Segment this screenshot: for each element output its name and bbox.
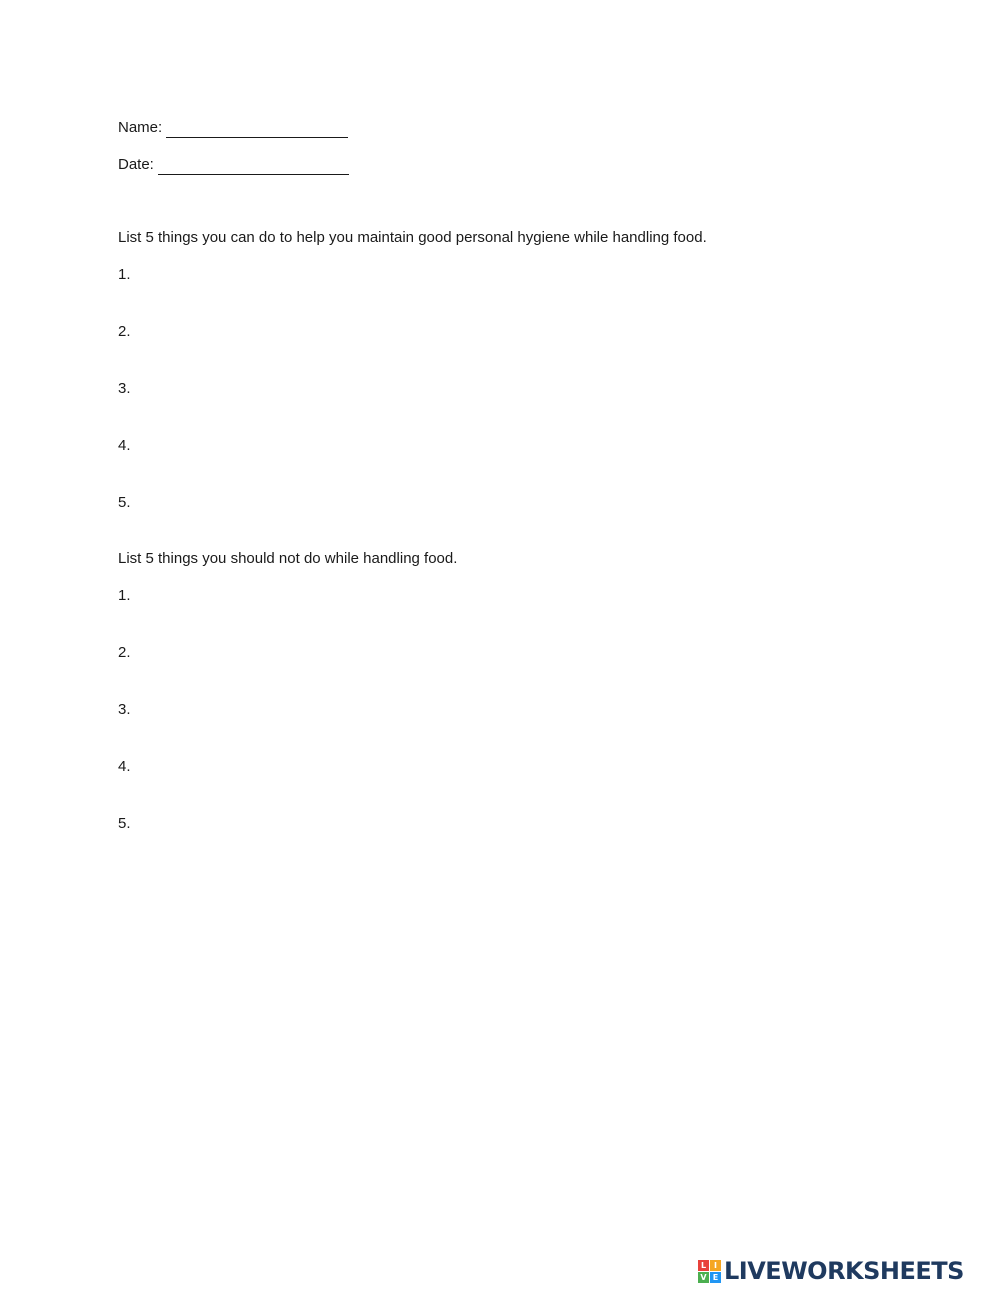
name-field-row [118, 118, 348, 138]
section2-item-2: 2. [118, 644, 131, 661]
section1-instruction: List 5 things you can do to help you maintain good personal hygiene while handling food. [118, 229, 707, 246]
date-label: Date: [118, 156, 154, 173]
liveworksheets-logo [698, 1257, 964, 1285]
logo-block-i: I [710, 1260, 721, 1271]
section2-item-5: 5. [118, 815, 131, 832]
section2-instruction: List 5 things you should not do while handling food. [118, 550, 458, 567]
section1-item-1: 1. [118, 266, 131, 283]
date-field-row [118, 155, 349, 175]
date-input-line[interactable] [158, 158, 349, 175]
section2-item-1: 1. [118, 587, 131, 604]
name-label: Name: [118, 119, 163, 136]
section1-item-5: 5. [118, 494, 131, 511]
section2-item-4: 4. [118, 758, 131, 775]
logo-text: LIVEWORKSHEETS [724, 1257, 964, 1285]
logo-block-l: L [698, 1260, 709, 1271]
logo-block-e: E [710, 1272, 721, 1283]
section1-item-2: 2. [118, 323, 131, 340]
name-input-line[interactable] [166, 121, 348, 138]
logo-block-v: V [698, 1272, 709, 1283]
logo-blocks-icon [698, 1260, 721, 1283]
section1-item-3: 3. [118, 380, 131, 397]
section2-item-3: 3. [118, 701, 131, 718]
section1-item-4: 4. [118, 437, 131, 454]
